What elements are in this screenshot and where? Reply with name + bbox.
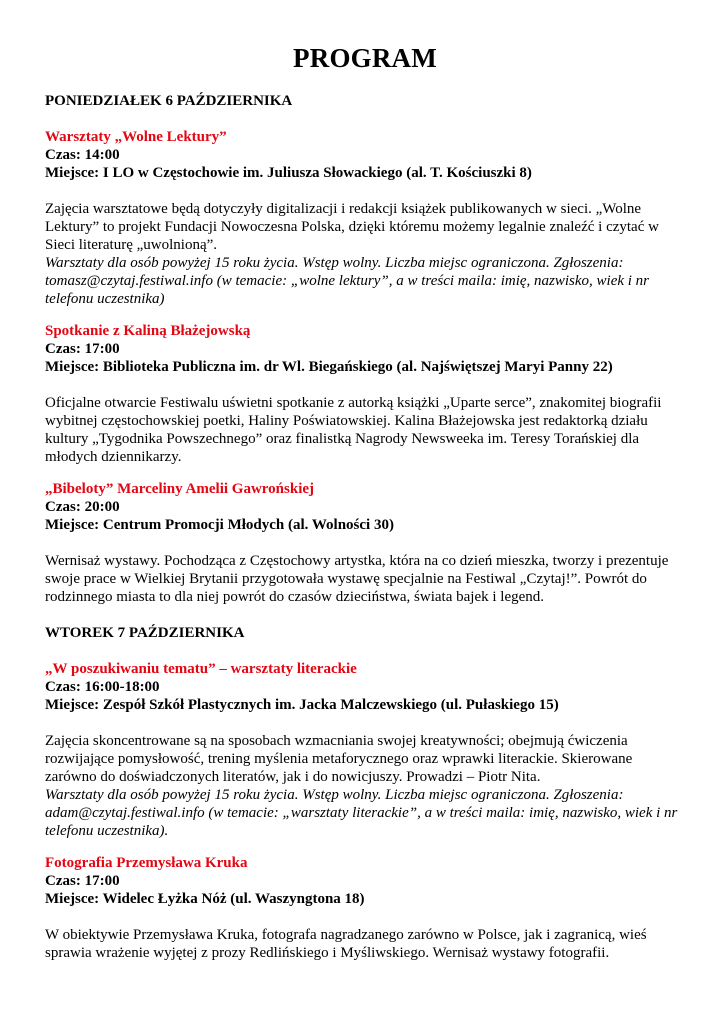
event-note: Warsztaty dla osób powyżej 15 roku życia. Wstęp wolny. Liczba miejsc ograniczona. Zgłoszenia: adam@czytaj.festiwal.info (w temacie: „warsztaty literackie”, a w treści maila: imię, nazwisko, wiek i nr telefonu uczestnika).	[45, 787, 678, 839]
day-section-monday	[45, 92, 685, 606]
event-time: Czas: 14:00	[45, 147, 120, 163]
event-description: Zajęcia warsztatowe będą dotyczyły digitalizacji i redakcji książek publikowanych w sieci. „Wolne Lektury” to projekt Fundacji Nowoczesna Polska, dzięki któremu możemy legalnie znaleźć i czytać w Sieci literaturę „uwolnioną”.	[45, 201, 659, 253]
event-place: Miejsce: Widelec Łyżka Nóż (ul. Waszyngtona 18)	[45, 891, 365, 907]
event-wolne-lektury	[45, 128, 685, 308]
event-place: Miejsce: I LO w Częstochowie im. Juliusza Słowackiego (al. T. Kościuszki 8)	[45, 165, 532, 181]
event-time: Czas: 17:00	[45, 341, 120, 357]
event-note: Warsztaty dla osób powyżej 15 roku życia. Wstęp wolny. Liczba miejsc ograniczona. Zgłoszenia: tomasz@czytaj.festiwal.info (w temacie: „wolne lektury”, a w treści maila: imię, nazwisko, wiek i nr telefonu uczestnika)	[45, 255, 650, 307]
day-section-tuesday	[45, 624, 685, 962]
event-description: W obiektywie Przemysława Kruka, fotografa nagradzanego zarówno w Polsce, jak i zagranicą, wieś sprawia wrażenie wyjętej z prozy Redlińskiego i Myśliwskiego. Wernisaż wystawy fotografii.	[45, 927, 647, 961]
event-kalina-blazejowska	[45, 322, 685, 466]
event-description: Oficjalne otwarcie Festiwalu uświetni spotkanie z autorką książki „Uparte serce”, znakomitej biografii wybitnej częstochowskiej poetki, Haliny Poświatowskiej. Kalina Błażejowska jest redaktorką działu kultury „Tygodnika Powszechnego” oraz finalistką Nagrody Newsweeka im. Teresy Torańskiej dla młodych dziennikarzy.	[45, 395, 662, 465]
day-heading: WTOREK 7 PAŹDZIERNIKA	[45, 625, 245, 641]
event-time: Czas: 20:00	[45, 499, 120, 515]
event-w-poszukiwaniu-tematu	[45, 660, 685, 840]
page-title: PROGRAM	[293, 43, 437, 73]
event-title: Fotografia Przemysława Kruka	[45, 855, 248, 871]
event-place: Miejsce: Zespół Szkół Plastycznych im. Jacka Malczewskiego (ul. Pułaskiego 15)	[45, 697, 559, 713]
event-time: Czas: 16:00-18:00	[45, 679, 160, 695]
event-title: „Bibeloty” Marceliny Amelii Gawrońskiej	[45, 481, 315, 497]
event-fotografia-kruka	[45, 854, 685, 962]
event-place: Miejsce: Biblioteka Publiczna im. dr Wl. Biegańskiego (al. Najświętszej Maryi Panny 22)	[45, 359, 613, 375]
event-title: Spotkanie z Kaliną Błażejowską	[45, 323, 251, 339]
event-title: „W poszukiwaniu tematu” – warsztaty literackie	[45, 661, 357, 677]
event-description: Zajęcia skoncentrowane są na sposobach wzmacniania swojej kreatywności; obejmują ćwiczenia rozwijające pomysłowość, trening myślenia metaforycznego oraz wprawki literackie. Skierowane zarówno do doświadczonych literatów, jak i do nowicjuszy. Prowadzi – Piotr Nita.	[45, 733, 633, 785]
event-time: Czas: 17:00	[45, 873, 120, 889]
event-bibeloty	[45, 480, 685, 606]
event-place: Miejsce: Centrum Promocji Młodych (al. Wolności 30)	[45, 517, 394, 533]
program-page	[45, 40, 685, 976]
event-title: Warsztaty „Wolne Lektury”	[45, 129, 227, 145]
day-heading: PONIEDZIAŁEK 6 PAŹDZIERNIKA	[45, 93, 293, 109]
event-description: Wernisaż wystawy. Pochodząca z Częstochowy artystka, która na co dzień mieszka, tworzy i prezentuje swoje prace w Wielkiej Brytanii przygotowała wystawę specjalnie na Festiwal „Czytaj!”. Powrót do rodzinnego miasta to dla niej powrót do czasów dzieciństwa, świata bajek i legend.	[45, 553, 669, 605]
